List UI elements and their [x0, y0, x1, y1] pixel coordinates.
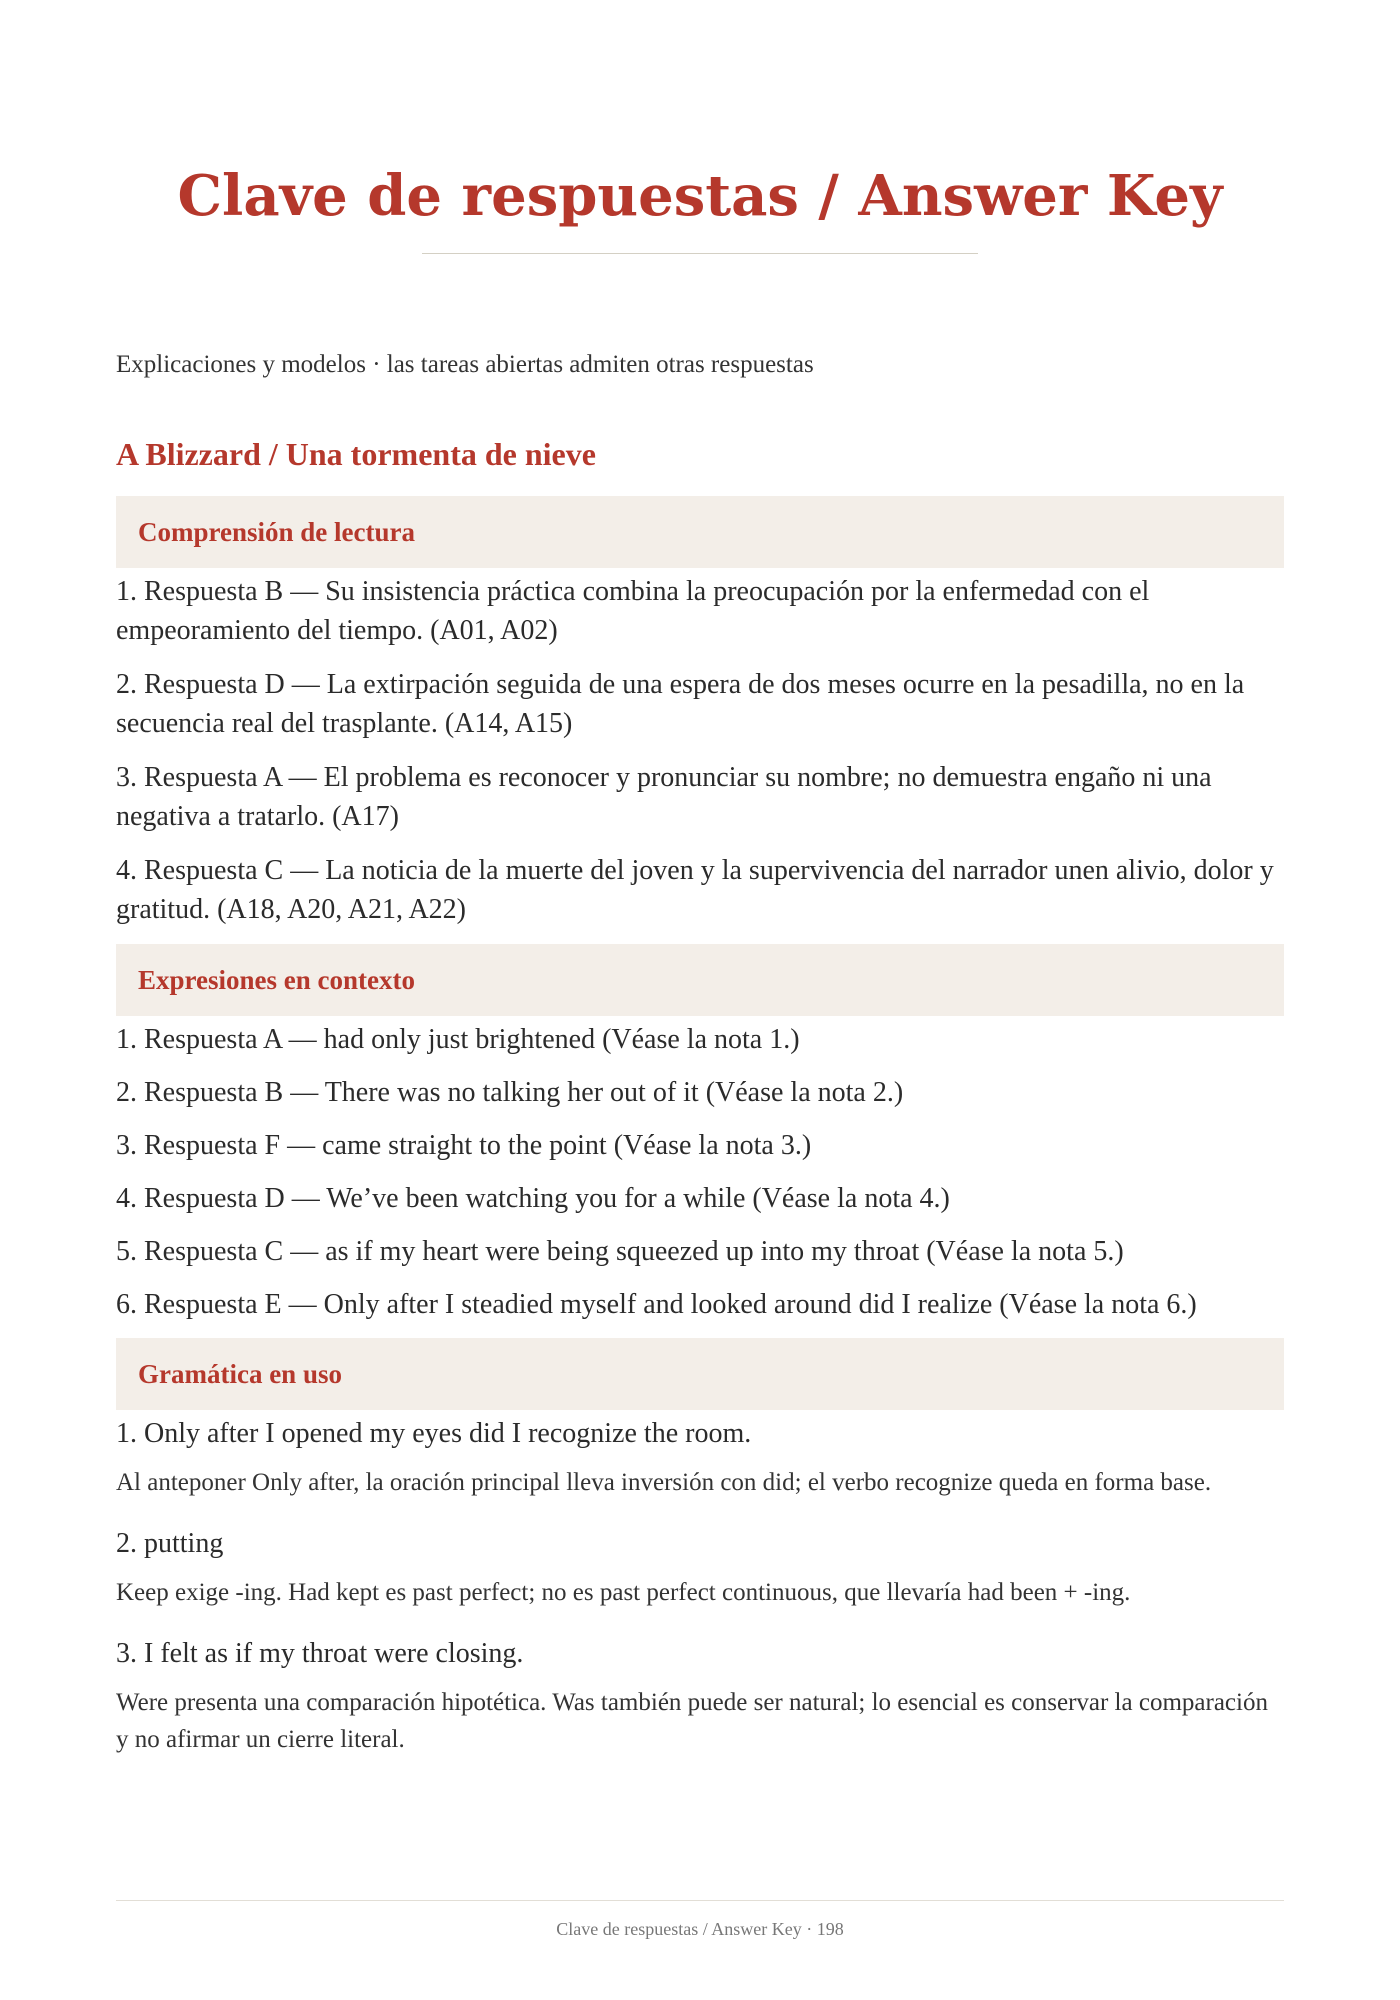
grammar-answer-3: 3. I felt as if my throat were closing.: [116, 1638, 524, 1669]
grammar-answer-2: 2. putting: [116, 1528, 224, 1559]
page-subtitle: Explicaciones y modelos · las tareas abiertas admiten otras respuestas: [116, 351, 814, 378]
reading-answer-2: 2. Respuesta D — La extirpación seguida de una espera de dos meses ocurre en la pesadilla, no en la secuencia real del trasplante. (A14, A15): [116, 669, 1245, 739]
footer-divider: [116, 1900, 1284, 1901]
expression-answer-1: 1. Respuesta A — had only just brightened (Véase la nota 1.): [116, 1024, 800, 1055]
grammar-explanation-3: Were presenta una comparación hipotética. Was también puede ser natural; lo esencial es conservar la comparación y no afirmar un cierre literal.: [116, 1689, 1268, 1753]
expression-answer-2: 2. Respuesta B — There was no talking her out of it (Véase la nota 2.): [116, 1077, 904, 1108]
page-title: Clave de respuestas / Answer Key: [177, 163, 1223, 229]
page-footer: Clave de respuestas / Answer Key · 198: [556, 1919, 844, 1939]
title-divider: [422, 253, 978, 254]
grammar-explanation-2: Keep exige -ing. Had kept es past perfect; no es past perfect continuous, que llevaría had been + -ing.: [116, 1579, 1131, 1606]
reading-answer-4: 4. Respuesta C — La noticia de la muerte del joven y la supervivencia del narrador unen alivio, dolor y gratitud. (A18, A20, A21, A22): [116, 855, 1274, 925]
grammar-answer-1: 1. Only after I opened my eyes did I recognize the room.: [116, 1418, 752, 1449]
answer-key-content: [116, 496, 1284, 1781]
expression-answer-6: 6. Respuesta E — Only after I steadied myself and looked around did I realize (Véase la nota 6.): [116, 1289, 1197, 1320]
expression-answer-3: 3. Respuesta F — came straight to the point (Véase la nota 3.): [116, 1130, 812, 1161]
subsection-heading-reading: Comprensión de lectura: [116, 496, 1284, 568]
reading-answer-3: 3. Respuesta A — El problema es reconocer y pronunciar su nombre; no demuestra engaño ni una negativa a tratarlo. (A17): [116, 762, 1212, 832]
subsection-heading-grammar: Gramática en uso: [116, 1338, 1284, 1410]
expression-answer-4: 4. Respuesta D — We’ve been watching you for a while (Véase la nota 4.): [116, 1183, 950, 1214]
reading-answer-1: 1. Respuesta B — Su insistencia práctica combina la preocupación por la enfermedad con el empeoramiento del tiempo. (A01, A02): [116, 576, 1150, 646]
grammar-explanation-1: Al anteponer Only after, la oración principal lleva inversión con did; el verbo recognize queda en forma base.: [116, 1469, 1212, 1496]
expression-answer-5: 5. Respuesta C — as if my heart were being squeezed up into my throat (Véase la nota 5.): [116, 1236, 1124, 1267]
section-title: A Blizzard / Una tormenta de nieve: [116, 436, 596, 472]
subsection-heading-expressions: Expresiones en contexto: [116, 944, 1284, 1016]
